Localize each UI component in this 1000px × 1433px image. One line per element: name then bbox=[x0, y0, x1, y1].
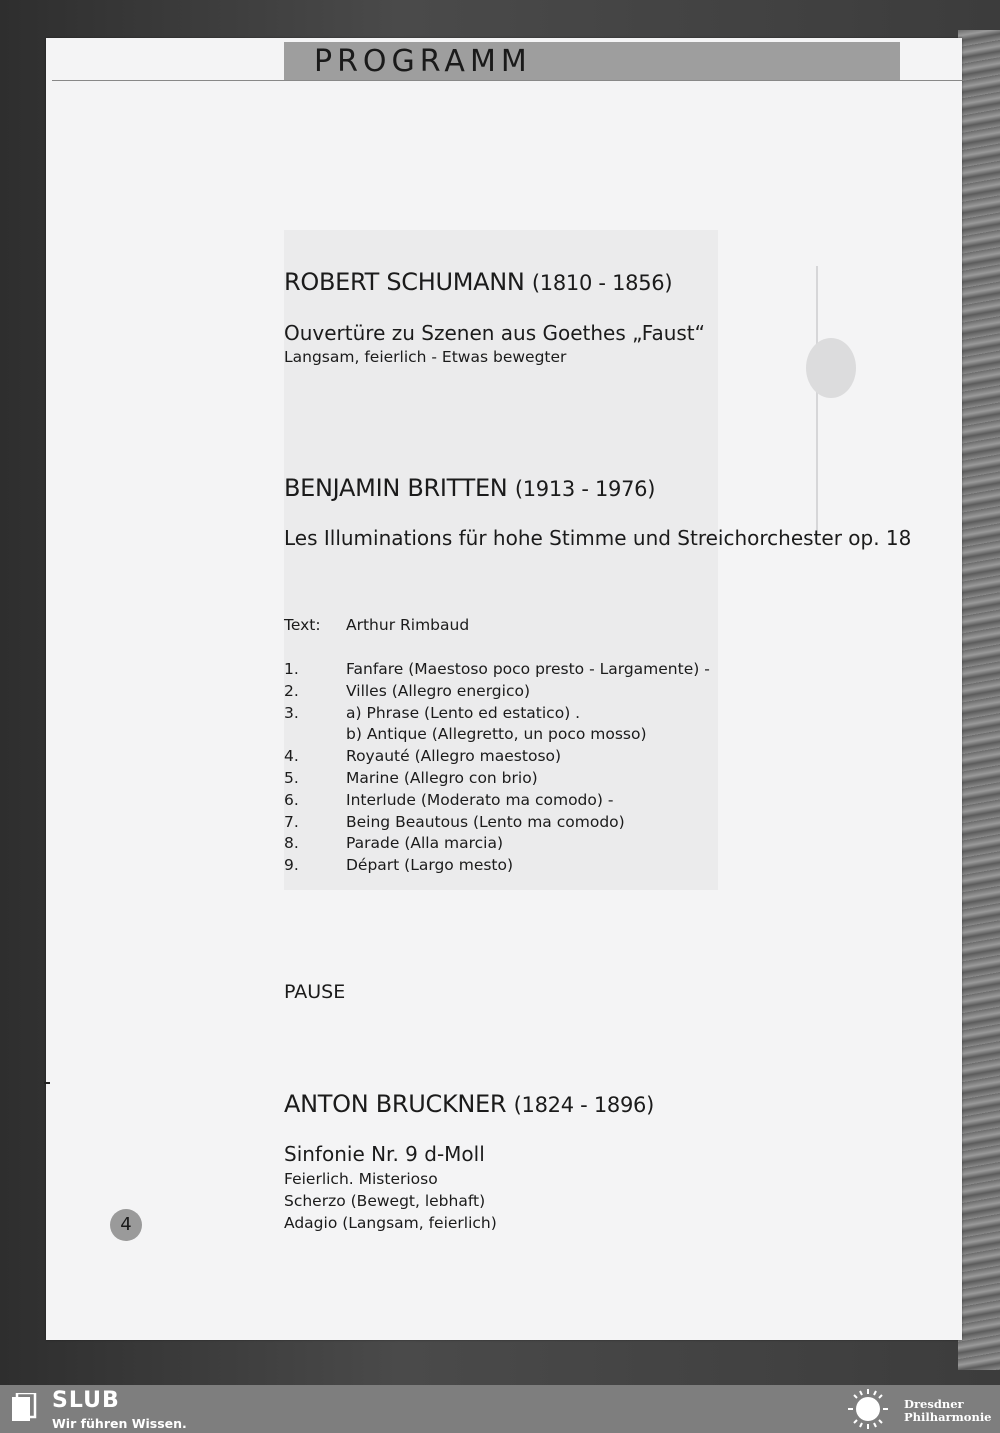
slub-logo-icon bbox=[12, 1393, 38, 1423]
composer-dates: (1810 - 1856) bbox=[531, 271, 673, 295]
philharmonie-name-line1: Dresdner bbox=[904, 1397, 964, 1411]
list-item: Feierlich. Misterioso bbox=[284, 1170, 438, 1188]
list-item bbox=[284, 790, 884, 812]
list-item: Scherzo (Bewegt, lebhaft) bbox=[284, 1192, 486, 1210]
work-title: Ouvertüre zu Szenen aus Goethes „Faust“ bbox=[284, 321, 706, 345]
text-label: Text: bbox=[284, 616, 321, 634]
philharmonie-logo-icon bbox=[842, 1387, 894, 1431]
list-item bbox=[284, 724, 884, 746]
list-item bbox=[284, 812, 884, 834]
work-title: Sinfonie Nr. 9 d-Moll bbox=[284, 1142, 485, 1166]
composer-name: BENJAMIN BRITTEN bbox=[284, 474, 508, 502]
movement-title: Marine (Allegro con brio) bbox=[346, 768, 538, 787]
composer-heading bbox=[284, 1090, 654, 1118]
list-item bbox=[284, 833, 884, 855]
composer-heading bbox=[284, 474, 655, 502]
movement-list bbox=[284, 1168, 497, 1234]
movement-title: Villes (Allegro energico) bbox=[346, 681, 530, 700]
work-subtitle: Langsam, feierlich - Etwas bewegter bbox=[284, 348, 567, 366]
movement-title: Parade (Alla marcia) bbox=[346, 834, 504, 853]
slub-name: SLUB bbox=[52, 1388, 120, 1413]
footer-bar bbox=[0, 1385, 1000, 1433]
movement-number: 6. bbox=[284, 790, 299, 809]
movement-number: 3. bbox=[284, 703, 299, 722]
movement-title: Départ (Largo mesto) bbox=[346, 856, 514, 875]
movement-title: Interlude (Moderato ma comodo) - bbox=[346, 790, 614, 809]
list-item bbox=[284, 659, 884, 681]
composer-heading bbox=[284, 268, 672, 296]
movement-number: 7. bbox=[284, 812, 299, 831]
list-item bbox=[284, 681, 884, 703]
movement-number: 2. bbox=[284, 681, 299, 700]
composer-dates: (1824 - 1896) bbox=[513, 1093, 654, 1117]
page-number-badge: 4 bbox=[110, 1209, 142, 1241]
movement-number: 5. bbox=[284, 768, 299, 787]
movement-title: Fanfare (Maestoso poco presto - Largamente) - bbox=[346, 660, 710, 678]
work-title: Les Illuminations für hohe Stimme und Streichorchester op. 18 bbox=[284, 526, 912, 550]
movement-list bbox=[284, 659, 884, 877]
slub-tagline: Wir führen Wissen. bbox=[52, 1416, 187, 1431]
text-author: Arthur Rimbaud bbox=[346, 616, 470, 634]
list-item bbox=[284, 746, 884, 768]
philharmonie-name bbox=[904, 1398, 992, 1424]
list-item bbox=[284, 855, 884, 877]
composer-name: ROBERT SCHUMANN bbox=[284, 268, 525, 296]
movement-title: Being Beautous (Lento ma comodo) bbox=[346, 812, 625, 831]
philharmonie-name-line2: Philharmonie bbox=[904, 1410, 992, 1424]
list-item: Adagio (Langsam, feierlich) bbox=[284, 1214, 497, 1232]
movement-title: a) Phrase (Lento ed estatico) . bbox=[346, 703, 581, 722]
page-title: PROGRAMM bbox=[314, 44, 532, 79]
composer-name: ANTON BRUCKNER bbox=[284, 1090, 507, 1118]
movement-title: b) Antique (Allegretto, un poco mosso) bbox=[346, 725, 647, 744]
movement-number: 4. bbox=[284, 747, 299, 766]
list-item bbox=[284, 703, 884, 725]
movement-title: Royauté (Allegro maestoso) bbox=[346, 747, 562, 766]
composer-dates: (1913 - 1976) bbox=[514, 477, 656, 501]
pause-label: PAUSE bbox=[284, 981, 346, 1003]
movement-number: 1. bbox=[284, 660, 299, 678]
movement-number: 9. bbox=[284, 856, 299, 875]
movement-number: 8. bbox=[284, 834, 299, 853]
list-item bbox=[284, 768, 884, 790]
